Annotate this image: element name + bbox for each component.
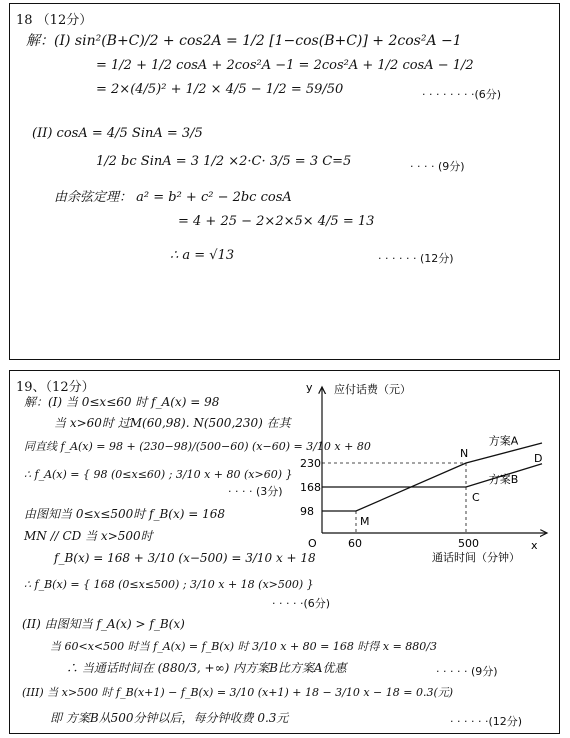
q18-line-6: 由余弦定理： a² = b² + c² − 2bc cosA [54,190,292,205]
point-label: C [472,491,480,504]
y-tick-label: 230 [300,457,321,470]
q19-line-12: (III) 当 x>500 时 f_B(x+1) − f_B(x) = 3/10 (x+1) + 18 − 3/10 x − 18 = 0.3(元) [22,686,454,699]
x-axis-name: x [531,539,538,552]
q18-score-9: · · · · (9分) [410,160,465,173]
question-19-box [9,370,560,734]
q18-line-5: 1/2 bc SinA = 3 1/2 ×2·C· 3/5 = 3 C=5 [96,154,352,169]
x-tick-label: 60 [348,537,362,550]
q19-line-9: (II) 由图知当 f_A(x) > f_B(x) [22,617,185,631]
question-18-header: 18 （12分） [16,13,93,28]
series-label: 方案B [488,473,519,486]
question-18-box [9,3,560,360]
q19-line-7: f_B(x) = 168 + 3/10 (x−500) = 3/10 x + 18 [54,551,316,565]
q18-line-2: = 1/2 + 1/2 cosA + 2cos²A −1 = 2cos²A + 1/2 cosA − 1/2 [96,58,474,73]
q19-line-5: 由图知当 0≤x≤500时 f_B(x) = 168 [24,507,226,521]
point-label: N [460,447,469,460]
y-tick-label: 168 [300,481,321,494]
series-label: 方案A [488,434,519,448]
q18-score-6: · · · · · · · ·(6分) [422,88,502,101]
q19-line-6: MN // CD 当 x>500时 [24,529,153,543]
q19-score-12: · · · · · ·(12分) [450,715,523,728]
q19-line-3: 同直线 f_A(x) = 98 + (230−98)/(500−60) (x−60) = 3/10 x + 80 [24,440,371,453]
q19-line-11: ∴ 当通话时间在 (880/3, +∞) 内方案B比方案A优惠 [66,661,347,675]
q18-score-12: · · · · · · (12分) [378,252,454,265]
q18-line-4: (II) cosA = 4/5 SinA = 3/5 [32,126,203,141]
origin-label: O [308,537,317,550]
y-axis-name: y [306,381,313,394]
question-19-header: 19、（12分） [16,380,95,395]
q19-line-8: ∴ f_B(x) = { 168 (0≤x≤500) ; 3/10 x + 18 (x>500) } [24,578,314,591]
q18-line-1: 解：(I) sin²(B+C)/2 + cos2A = 1/2 [1−cos(B+C)] + 2cos²A −1 [26,33,462,49]
q18-line-7: = 4 + 25 − 2×2×5× 4/5 = 13 [178,214,375,229]
q19-line-2: 当 x>60时 过M(60,98). N(500,230) 在其 [54,416,291,430]
q18-line-3: = 2×(4/5)² + 1/2 × 4/5 − 1/2 = 59/50 [96,82,344,97]
q19-line-1: 解：(I) 当 0≤x≤60 时 f_A(x) = 98 [24,395,220,409]
phone-fee-chart [292,373,556,573]
point-label: M [360,515,370,528]
q19-line-4: ∴ f_A(x) = { 98 (0≤x≤60) ; 3/10 x + 80 (x>60) } [24,468,293,481]
point-label: D [534,451,543,465]
q19-score-6: · · · · ·(6分) [272,597,331,610]
q19-score-3: · · · · (3分) [228,485,283,498]
q19-line-13: 即 方案B从500分钟以后，每分钟收费 0.3元 [50,711,289,725]
q19-line-10: 当 60<x<500 时当 f_A(x) = f_B(x) 时 3/10 x + 80 = 168 时得 x = 880/3 [50,640,437,653]
y-axis-label: 应付话费（元） [334,383,411,396]
q18-line-8: ∴ a = √13 [170,248,235,263]
q19-score-9: · · · · · (9分) [436,665,498,678]
x-axis-label: 通话时间（分钟） [432,551,520,564]
y-tick-label: 98 [300,505,314,518]
x-tick-label: 500 [458,537,479,550]
